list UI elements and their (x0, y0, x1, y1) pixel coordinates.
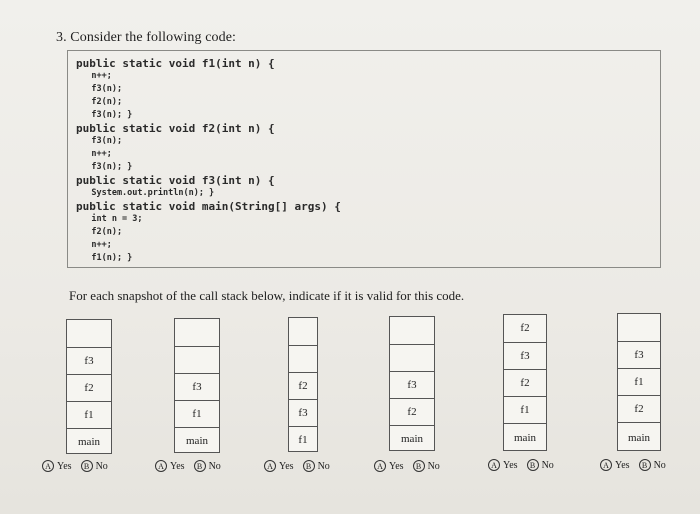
stack-frame: f2 (390, 398, 434, 425)
stack-frame: f2 (504, 369, 546, 396)
stack-frame: f2 (67, 374, 111, 401)
stack-frame (175, 319, 219, 346)
code-line: n++; (76, 149, 112, 159)
stack-frame: f3 (504, 342, 546, 369)
stack-frame (618, 314, 660, 341)
code-line: f1(n); } (76, 253, 133, 263)
choices-stack-2 (155, 460, 227, 472)
code-line: n++; (76, 71, 112, 81)
option-b-label[interactable]: No (653, 459, 666, 471)
option-b-radio[interactable]: B (81, 460, 93, 472)
code-line: f3(n); } (76, 110, 133, 120)
call-stack-2 (174, 318, 220, 453)
code-line: f3(n); (76, 84, 123, 94)
stack-frame: f3 (289, 399, 317, 426)
stack-frame (289, 318, 317, 345)
stack-frame: f1 (618, 368, 660, 395)
stack-frame: main (390, 425, 434, 452)
question-prompt: For each snapshot of the call stack below, indicate if it is valid for this code. (69, 288, 465, 303)
option-a-label[interactable]: Yes (503, 459, 518, 471)
code-line: f3(n); } (76, 162, 133, 172)
choices-stack-1 (42, 460, 114, 472)
code-line: f3(n); (76, 136, 123, 146)
stack-frame: f2 (520, 322, 530, 334)
option-a-radio[interactable]: A (42, 460, 54, 472)
call-stack-3 (288, 317, 318, 452)
call-stack-5 (503, 314, 547, 451)
option-a-label[interactable]: Yes (389, 460, 404, 472)
stack-frame: f3 (175, 373, 219, 400)
stack-frame: main (504, 423, 546, 452)
choices-stack-4 (374, 460, 446, 472)
stack-frame: f2 (289, 372, 317, 399)
option-b-label[interactable]: No (95, 460, 108, 472)
option-a-radio[interactable]: A (374, 460, 386, 472)
code-box (67, 50, 661, 268)
option-a-radio[interactable]: A (600, 459, 612, 471)
option-b-label[interactable]: No (427, 460, 440, 472)
option-a-radio[interactable]: A (264, 460, 276, 472)
stack-frame (390, 317, 434, 344)
option-b-label[interactable]: No (208, 460, 221, 472)
call-stack-1 (66, 319, 112, 454)
stack-frame: f1 (504, 396, 546, 423)
option-b-radio[interactable]: B (639, 459, 651, 471)
stack-frame: f1 (175, 400, 219, 427)
code-line: public static void f1(int n) { (76, 57, 275, 70)
stack-frame: main (618, 422, 660, 452)
option-a-label[interactable]: Yes (279, 460, 294, 472)
code-line: f2(n); (76, 227, 123, 237)
code-line: int n = 3; (76, 214, 143, 224)
stack-frame: f1 (67, 401, 111, 428)
stack-frame: f3 (390, 371, 434, 398)
call-stack-4 (389, 316, 435, 451)
stack-frame: main (175, 427, 219, 454)
stack-frame (175, 346, 219, 373)
choices-stack-5 (488, 459, 560, 471)
code-line: System.out.println(n); } (76, 188, 215, 198)
option-a-radio[interactable]: A (155, 460, 167, 472)
choices-stack-3 (264, 460, 336, 472)
code-line: f2(n); (76, 97, 123, 107)
option-a-radio[interactable]: A (488, 459, 500, 471)
stack-frame: f2 (618, 395, 660, 422)
option-b-radio[interactable]: B (194, 460, 206, 472)
option-b-radio[interactable]: B (303, 460, 315, 472)
option-b-label[interactable]: No (541, 459, 554, 471)
stack-frame (289, 345, 317, 372)
stack-frame (390, 344, 434, 371)
code-line: n++; (76, 240, 112, 250)
question-title: 3. Consider the following code: (56, 30, 237, 45)
stack-frame: main (67, 428, 111, 455)
code-line: public static void main(String[] args) { (76, 200, 341, 213)
option-b-label[interactable]: No (317, 460, 330, 472)
stack-frame: f1 (289, 426, 317, 453)
stack-frame: f3 (618, 341, 660, 368)
code-line: public static void f3(int n) { (76, 174, 275, 187)
option-a-label[interactable]: Yes (615, 459, 630, 471)
call-stack-6 (617, 313, 661, 451)
option-b-radio[interactable]: B (527, 459, 539, 471)
option-a-label[interactable]: Yes (57, 460, 72, 472)
option-a-label[interactable]: Yes (170, 460, 185, 472)
option-b-radio[interactable]: B (413, 460, 425, 472)
stack-frame (67, 320, 111, 347)
stack-frame: f3 (67, 347, 111, 374)
choices-stack-6 (600, 459, 672, 471)
code-line: public static void f2(int n) { (76, 122, 275, 135)
